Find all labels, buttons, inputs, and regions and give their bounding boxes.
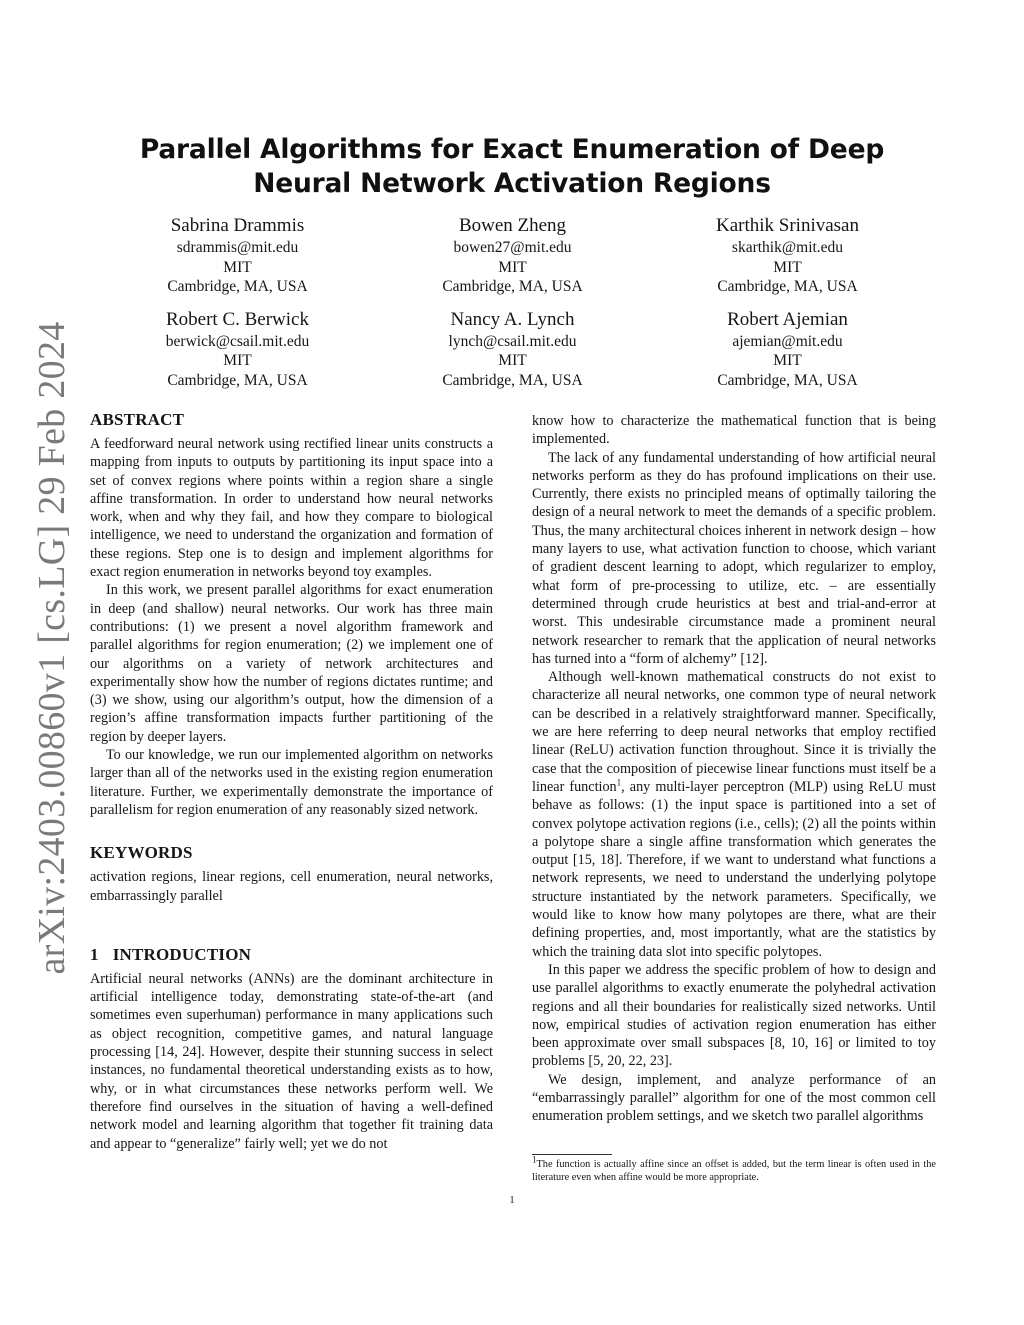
intro-paragraph: The lack of any fundamental understanding of how artificial neural networks perform as they do has profound implications on their use. Currently, there exists no principled means of optimally tailoring the design of a neural network to meet the demands of a specific problem. Thus, the many architectural choices inherent in network design – how many layers to use, what activation function to choose, which variant of gradient descent learning to adopt, which regularizer to employ, what form of pre-processing to utilize, etc. – are essentially determined through crude heuristics at best and trial-and-error at worst. This undesirable circumstance made a prominent neural network researcher to remark that the application of neural networks has turned into a “form of alchemy” [12]. [532, 449, 936, 667]
author-name: Karthik Srinivasan [715, 215, 859, 236]
author-name: Robert Ajemian [727, 308, 848, 330]
author-block [100, 214, 926, 401]
author-email: berwick@csail.mit.edu [165, 332, 310, 350]
footnote-marker: 1 [616, 777, 622, 788]
author-affiliation: MIT [498, 352, 527, 369]
intro-text: Although well-known mathematical constructs do not exist to characterize all neural networks, one common type of neural network can be described in a relatively straightforward manner. Specifically, we are here referring to deep neural networks that employ rectified linear (ReLU) activation function throughout. Since it is trivially the case that the composition of piecewise linear functions must itself be a linear function [532, 669, 936, 795]
author-card [650, 214, 925, 297]
right-column [532, 412, 936, 1126]
author-location: Cambridge, MA, USA [717, 371, 858, 389]
author-name: Nancy A. Lynch [450, 308, 575, 330]
author-email: sdrammis@mit.edu [176, 239, 299, 256]
author-card [375, 308, 650, 391]
footnote-text: The function is actually affine since an offset is added, but the term linear is often used in the literature even when affine would be more appropriate. [532, 1159, 936, 1183]
section-number: 1 [90, 944, 99, 964]
author-card [650, 308, 925, 391]
footnote [532, 1154, 936, 1184]
paper-title: Parallel Algorithms for Exact Enumeration of Deep Neural Network Activation Regions [139, 134, 885, 199]
page-number: 1 [509, 1195, 515, 1206]
author-name: Robert C. Berwick [165, 308, 309, 330]
author-card [100, 214, 375, 297]
abstract-paragraph: In this work, we present parallel algorithms for exact enumeration in deep (and shallow) neural networks. Our work has three main contributions: (1) we present a novel algorithm framework and parallel algorithms for region enumeration; (2) we implement one of our algorithms on a variety of network architectures and experimentally show how the number of regions dictates runtime; and (3) we show, using our algorithm’s output, how the dimension of a region’s affine transformation impacts further partitioning of the region by deeper layers. [90, 582, 493, 745]
author-affiliation: MIT [223, 258, 252, 276]
author-card [375, 214, 650, 297]
abstract-paragraph: A feedforward neural network using rectified linear units constructs a mapping from inputs to outputs by partitioning its input space into a set of convex regions where points within a region share a single affine transformation. In order to understand how neural networks work, when and why they fail, and how they compare to biological intelligence, we need to understand the organization and formation of these regions. Step one is to design and implement algorithms for exact region enumeration in networks beyond toy examples. [90, 436, 493, 581]
author-email: bowen27@mit.edu [453, 239, 572, 256]
author-email: skarthik@mit.edu [731, 239, 844, 256]
author-location: Cambridge, MA, USA [717, 278, 858, 295]
author-affiliation: MIT [223, 352, 252, 369]
author-affiliation: MIT [773, 352, 802, 369]
footnote-mark: 1 [532, 1154, 537, 1165]
author-email: lynch@csail.mit.edu [448, 332, 577, 350]
author-affiliation: MIT [773, 258, 802, 276]
author-location: Cambridge, MA, USA [167, 371, 308, 389]
author-name: Bowen Zheng [458, 215, 567, 236]
left-column [90, 410, 493, 1153]
keywords-heading: KEYWORDS [90, 843, 193, 863]
intro-paragraph [532, 668, 936, 961]
author-card [100, 308, 375, 391]
abstract-paragraph: To our knowledge, we run our implemented algorithm on networks larger than all of the networks used in the existing region enumeration literature. Further, we experimentally demonstrate the importance of parallelism for region enumeration of any reasonably sized network. [90, 747, 493, 818]
author-email: ajemian@mit.edu [732, 332, 843, 350]
intro-paragraph: In this paper we address the specific problem of how to design and use parallel algorithms to exactly enumerate the polyhedral activation regions and all their boundaries for realistically sized networks. Until now, empirical studies of activation region enumeration has either been approximate over small subspaces [8, 10, 16] or limited to toy problems [5, 20, 22, 23]. [532, 961, 936, 1070]
author-location: Cambridge, MA, USA [442, 278, 583, 295]
arxiv-identifier: arXiv:2403.00860v1 [cs.LG] 29 Feb 2024 [31, 321, 73, 975]
abstract-heading: ABSTRACT [90, 410, 185, 429]
intro-paragraph: We design, implement, and analyze performance of an “embarrassingly parallel” algorithm for one of the most common cell enumeration problem settings, and we sketch two parallel algorithms [532, 1071, 936, 1125]
author-location: Cambridge, MA, USA [167, 278, 308, 295]
section-title: INTRODUCTION [112, 944, 252, 964]
introduction-heading [90, 945, 493, 965]
intro-paragraph: Artificial neural networks (ANNs) are the dominant architecture in artificial intelligence today, demonstrating state-of-the-art (and sometimes even superhuman) performance in many applications such as object recognition, competitive games, and natural language processing [14, 24]. However, despite their stunning success in select instances, no fundamental theoretical understanding exists as to how, why, or in what circumstances these networks perform well. We therefore find ourselves in the situation of having a well-defined network model and learning algorithm that together fit training data and appear to “generalize” fairly well; yet we do not [90, 970, 493, 1152]
intro-paragraph-continued: know how to characterize the mathematical function that is being implemented. [532, 413, 936, 448]
author-location: Cambridge, MA, USA [442, 371, 583, 389]
author-affiliation: MIT [498, 258, 527, 276]
keywords-text: activation regions, linear regions, cell enumeration, neural networks, embarrassingly parallel [90, 869, 493, 904]
author-name: Sabrina Drammis [170, 215, 305, 236]
footnote-divider [532, 1154, 612, 1155]
intro-text: , any multi-layer perceptron (MLP) using ReLU must behave as follows: (1) the input space is partitioned into a set of convex polytope activation regions (i.e., cells); (2) all the points within a polytope share a single affine transformation which generates the output [15, 18]. Therefore, if we want to understand what functions a network represents, we need to understand the underlying polytope structure instantiated by the network parameters. Specifically, we would like to know how many polytopes are there, what are their defining properties, and, most importantly, what are the statistics by which the training data slot into specific polytopes. [532, 778, 936, 960]
